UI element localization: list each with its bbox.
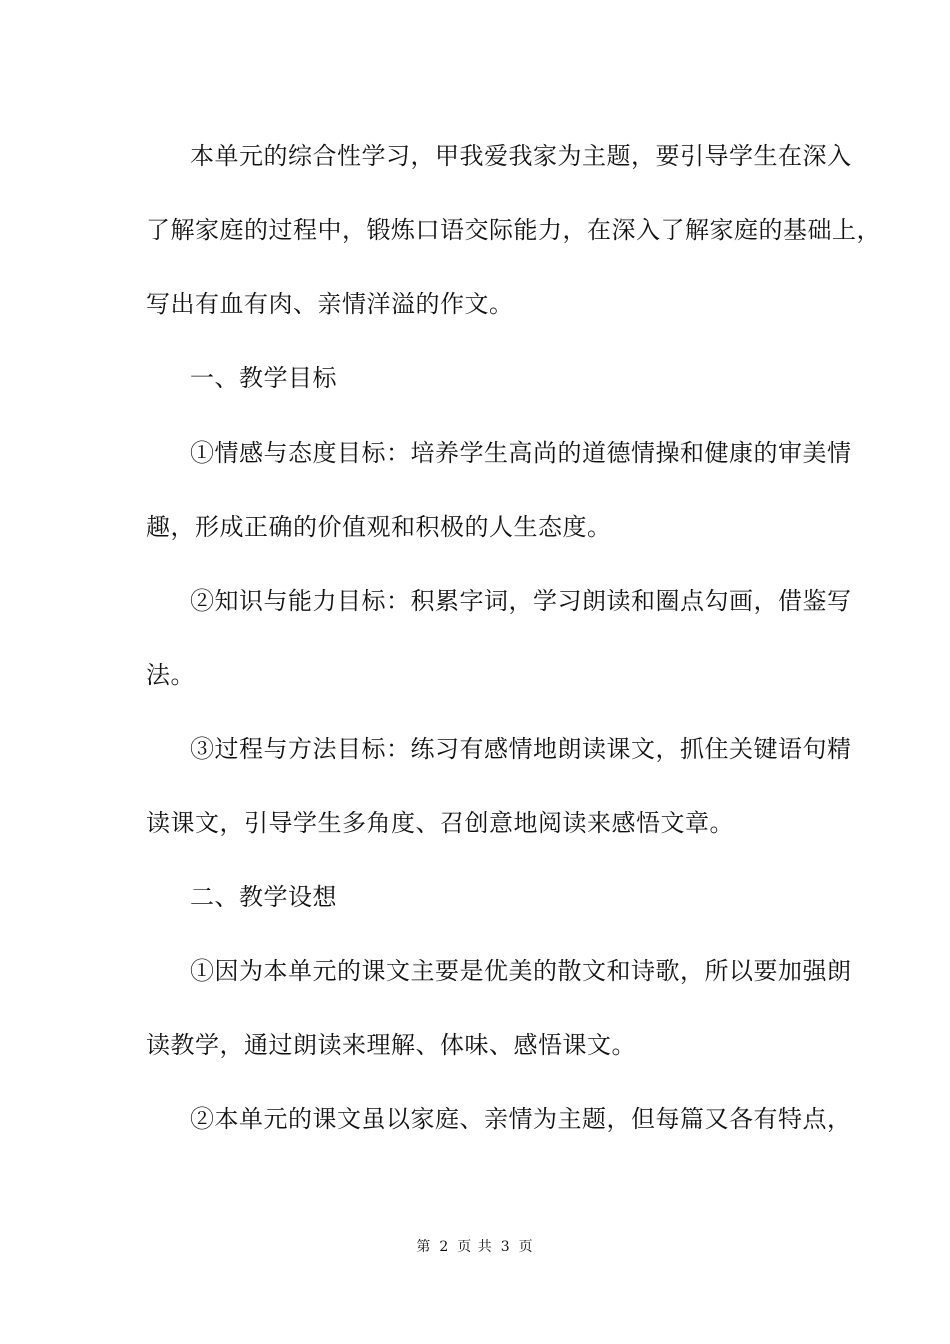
section-heading-goals: 一、教学目标	[190, 364, 337, 392]
idea-1-line-1: ①因为本单元的课文主要是优美的散文和诗歌，所以要加强朗	[190, 957, 852, 985]
goal-3-line-2: 读课文，引导学生多角度、召创意地阅读来感悟文章。	[146, 809, 734, 837]
goal-1-line-2: 趣，形成正确的价值观和积极的人生态度。	[146, 513, 612, 541]
idea-1-line-2: 读教学，通过朗读来理解、体味、感悟课文。	[146, 1031, 636, 1059]
page-footer	[0, 1238, 950, 1256]
footer-page-current: 2	[439, 1239, 450, 1255]
section-heading-ideas: 二、教学设想	[190, 883, 337, 911]
goal-2-line-1: ②知识与能力目标：积累字词，学习朗读和圈点勾画，借鉴写	[190, 587, 852, 615]
footer-suffix: 页	[518, 1239, 534, 1255]
goal-1-line-1: ①情感与态度目标：培养学生高尚的道德情操和健康的审美情	[190, 439, 852, 467]
goal-2-line-2: 法。	[146, 661, 195, 689]
paragraph-1-line-2: 了解家庭的过程中，锻炼口语交际能力，在深入了解家庭的基础上，	[146, 216, 881, 244]
paragraph-1-line-3: 写出有血有肉、亲情洋溢的作文。	[146, 290, 514, 318]
footer-mid: 页 共	[457, 1239, 493, 1255]
footer-page-total: 3	[500, 1239, 511, 1255]
footer-prefix: 第	[416, 1239, 432, 1255]
idea-2-line-1: ②本单元的课文虽以家庭、亲情为主题，但每篇又各有特点，	[190, 1105, 852, 1133]
paragraph-1-line-1: 本单元的综合性学习，甲我爱我家为主题，要引导学生在深入	[190, 142, 852, 170]
goal-3-line-1: ③过程与方法目标：练习有感情地朗读课文，抓住关键语句精	[190, 735, 852, 763]
